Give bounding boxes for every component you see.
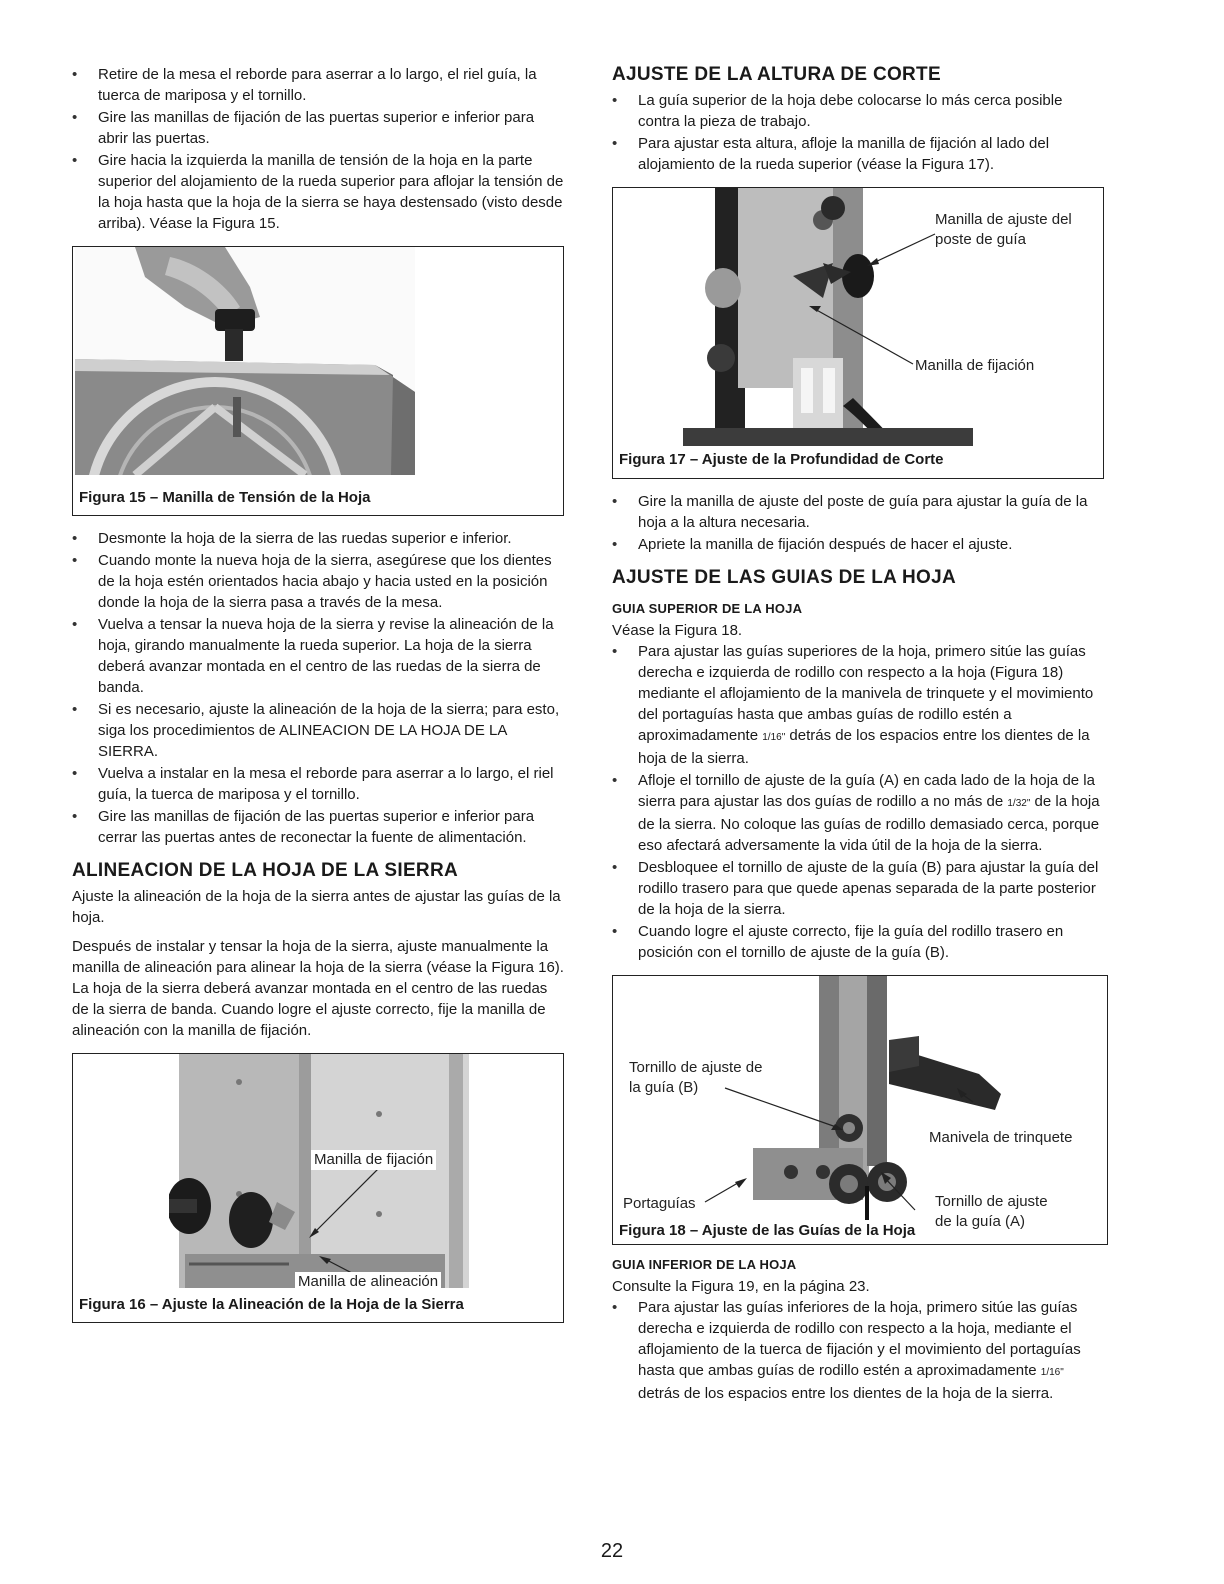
- list-item: • Desbloquee el tornillo de ajuste de la guía (B) para ajustar la guía del rodillo trasero para que quede apenas separada de la parte posterior de la hoja de la sierra.: [612, 857, 1106, 920]
- figure-16-label-fijacion-text: Manilla de fijación: [314, 1151, 434, 1168]
- figure-16: [72, 1053, 564, 1323]
- figure-18-label-a-line-1: Tornillo de ajuste: [935, 1193, 1048, 1210]
- fraction-one-sixteenth: 1/16": [762, 732, 786, 743]
- guias-heading: AJUSTE DE LAS GUIAS DE LA HOJA: [612, 567, 957, 588]
- alineacion-paragraph-1: Ajuste la alineación de la hoja de la sierra antes de ajustar las guías de la hoja.: [72, 888, 561, 926]
- list-item: • Gire la manilla de ajuste del poste de guía para ajustar la guía de la hoja a la altura necesaria.: [612, 491, 1106, 533]
- figure-17-label-ajuste-line-1: Manilla de ajuste del: [935, 211, 1072, 228]
- figure-16-caption: Figura 16 – Ajuste la Alineación de la Hoja de la Sierra: [79, 1296, 464, 1313]
- guia-inferior-steps-list: [612, 1297, 1106, 1404]
- guia-inferior-subheading: GUIA INFERIOR DE LA HOJA: [612, 1257, 797, 1272]
- figure-18-label-portaguias: Portaguías: [623, 1195, 696, 1212]
- list-item: [612, 641, 1106, 769]
- text-part: Afloje el tornillo de ajuste de la guía (A) en cada lado de la hoja de la sierra para ajustar las dos guías de rodillo a no más de: [638, 772, 1095, 810]
- list-item: • Cuando monte la nueva hoja de la sierra, asegúrese que los dientes de la hoja estén orientados hacia abajo y hacia usted en la posición donde la hoja de la sierra pasa a través de la mesa.: [72, 550, 566, 613]
- figure-18-label-manivela: Manivela de trinquete: [929, 1129, 1073, 1146]
- list-item: • Gire hacia la izquierda la manilla de tensión de la hoja en la parte superior del alojamiento de la rueda superior para aflojar la tensión de la hoja hasta que la hoja de la sierra se haya destensado (visto desde arriba). Véase la Figura 15.: [72, 150, 566, 234]
- figure-17-label-ajuste: [935, 210, 1072, 250]
- list-item: • Vuelva a instalar en la mesa el reborde para aserrar a lo largo, el riel guía, la tuerca de mariposa y el tornillo.: [72, 763, 566, 805]
- figure-18-label-b: [629, 1058, 762, 1098]
- guia-superior-subheading: GUIA SUPERIOR DE LA HOJA: [612, 601, 803, 616]
- fraction-one-sixteenth: 1/16": [1040, 1367, 1064, 1378]
- list-item: [612, 1297, 1106, 1404]
- guia-inferior-intro: Consulte la Figura 19, en la página 23.: [612, 1278, 870, 1295]
- list-item: • Vuelva a tensar la nueva hoja de la sierra y revise la alineación de la hoja, girando manualmente la rueda superior. La hoja de la sierra deberá avanzar montada en el centro de las ruedas de la sierra de banda.: [72, 614, 566, 698]
- figure-17-label-fijacion: Manilla de fijación: [915, 357, 1035, 374]
- alineacion-paragraph-2: Después de instalar y tensar la hoja de la sierra, ajuste manualmente la manilla de alineación para alinear la hoja de la sierra (véase la Figura 16). La hoja de la sierra deberá avanzar montada en el centro de las ruedas de la sierra de banda. Cuando logre el ajuste correcto, fije la manilla de alineación con la manilla de fijación.: [72, 938, 564, 1039]
- text-part: de la hoja de la sierra. No coloque las guías de rodillo demasiado cerca, porque eso afectará adversamente la vida útil de la hoja de la sierra.: [638, 793, 1100, 854]
- alineacion-heading: ALINEACION DE LA HOJA DE LA SIERRA: [72, 860, 458, 881]
- list-item: • Gire las manillas de fijación de las puertas superior e inferior para cerrar las puertas antes de reconectar la fuente de alimentación.: [72, 806, 566, 848]
- right-column: [612, 64, 1106, 1405]
- list-item: • Si es necesario, ajuste la alineación de la hoja de la sierra; para esto, siga los procedimientos de ALINEACION DE LA HOJA DE LA SIERRA.: [72, 699, 566, 762]
- list-item: • Cuando logre el ajuste correcto, fije la guía del rodillo trasero en posición con el tornillo de ajuste de la guía (B).: [612, 921, 1106, 963]
- list-item: • La guía superior de la hoja debe colocarse lo más cerca posible contra la pieza de trabajo.: [612, 90, 1106, 132]
- list-item: • Apriete la manilla de fijación después de hacer el ajuste.: [612, 534, 1106, 555]
- altura-steps-list-2: [612, 491, 1106, 555]
- guia-superior-intro: Véase la Figura 18.: [612, 622, 743, 639]
- text-part: Para ajustar las guías superiores de la hoja, primero sitúe las guías derecha e izquierda de rodillo con respecto a la hoja (Figura 18) mediante el aflojamiento de la manivela de trinquete y el movimiento del portaguías hasta que ambas guías de rodillo estén a aproximadamente: [638, 643, 1094, 744]
- blade-tension-knob-photo: [75, 247, 415, 475]
- figure-16-label-alineacion-text: Manilla de alineación: [298, 1273, 439, 1290]
- list-item: [612, 770, 1106, 856]
- figure-15: [72, 246, 564, 516]
- figure-18-label-a-line-2: de la guía (A): [935, 1213, 1026, 1230]
- figure-18-label-b-line-2: la guía (B): [629, 1079, 699, 1096]
- page-number: 22: [600, 1540, 624, 1562]
- figure-17-label-ajuste-line-2: poste de guía: [935, 231, 1026, 248]
- figure-18-label-b-line-1: Tornillo de ajuste de: [629, 1059, 763, 1076]
- figure-15-caption: Figura 15 – Manilla de Tensión de la Hoja: [79, 489, 371, 506]
- text-part: detrás de los espacios entre los dientes de la hoja de la sierra.: [638, 727, 1090, 767]
- figure-17: [612, 187, 1104, 479]
- altura-heading: AJUSTE DE LA ALTURA DE CORTE: [612, 64, 941, 85]
- figure-16-label-alineacion: [295, 1272, 441, 1292]
- removal-steps-list: [72, 64, 566, 234]
- text-part: Para ajustar las guías inferiores de la hoja, primero sitúe las guías derecha e izquierda de rodillo con respecto a la hoja, mediante el aflojamiento de la tuerca de fijación y el movimiento del portaguías hasta que ambas guías de rodillo estén a aproximadamente: [638, 1299, 1081, 1379]
- installation-steps-list: [72, 528, 566, 848]
- left-column: [72, 64, 566, 1323]
- altura-steps-list: [612, 90, 1106, 175]
- list-item: • Retire de la mesa el reborde para aserrar a lo largo, el riel guía, la tuerca de mariposa y el tornillo.: [72, 64, 566, 106]
- figure-18-caption: Figura 18 – Ajuste de las Guías de la Hoja: [619, 1222, 916, 1239]
- fraction-one-thirty-second: 1/32": [1007, 798, 1031, 809]
- figure-18-label-a: [935, 1192, 1048, 1232]
- list-item: • Gire las manillas de fijación de las puertas superior e inferior para abrir las puertas.: [72, 107, 566, 149]
- guia-superior-steps-list: [612, 641, 1106, 963]
- figure-16-label-fijacion: [311, 1150, 436, 1170]
- figure-17-caption: Figura 17 – Ajuste de la Profundidad de Corte: [619, 451, 944, 468]
- text-part: detrás de los espacios entre los dientes de la hoja de la sierra.: [638, 1385, 1054, 1402]
- figure-18: [612, 975, 1108, 1245]
- list-item: • Desmonte la hoja de la sierra de las ruedas superior e inferior.: [72, 528, 566, 549]
- list-item: • Para ajustar esta altura, afloje la manilla de fijación al lado del alojamiento de la rueda superior (véase la Figura 17).: [612, 133, 1106, 175]
